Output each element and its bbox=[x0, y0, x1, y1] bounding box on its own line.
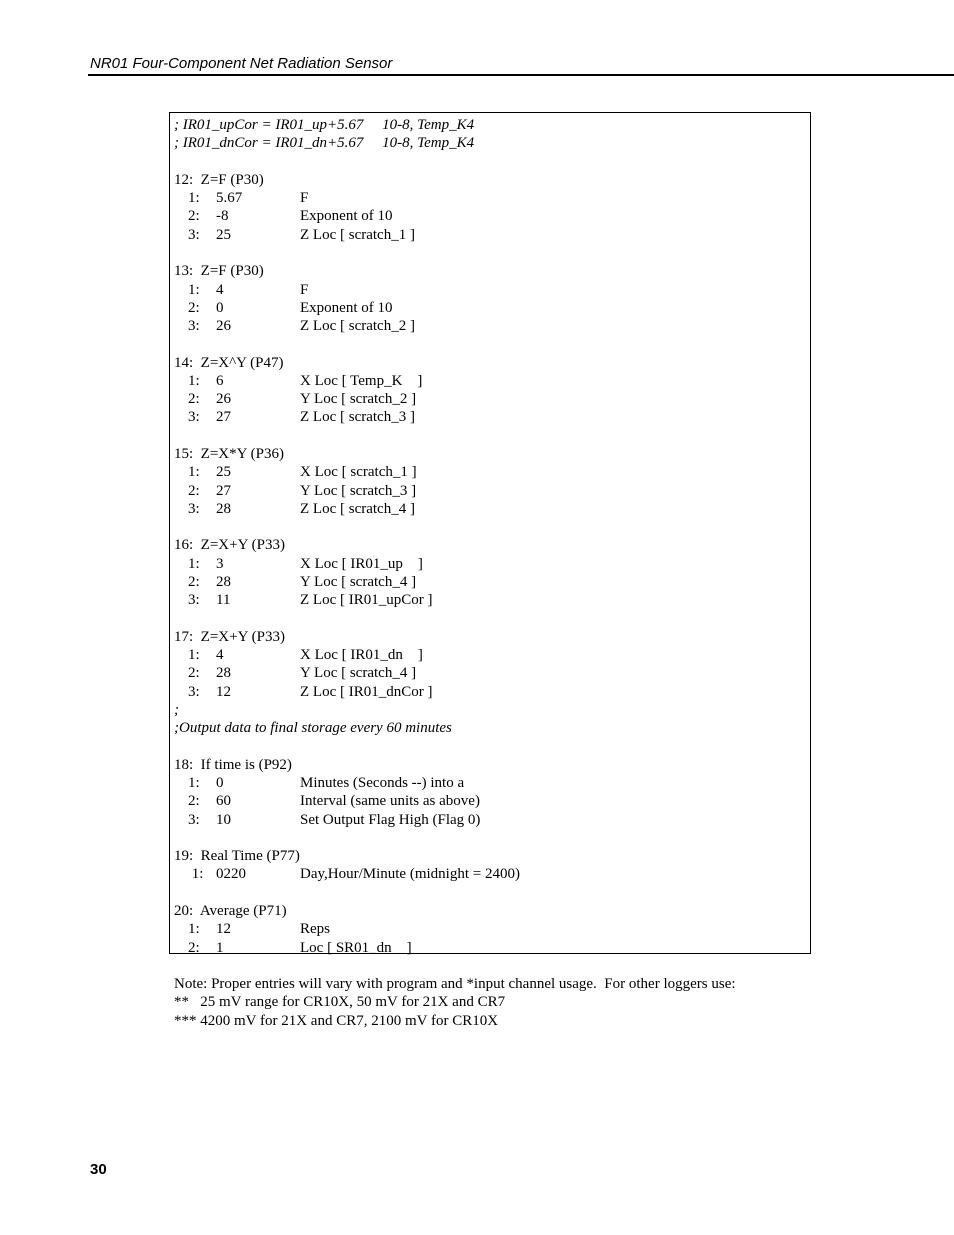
parameter-description: Z Loc [ scratch_1 ] bbox=[300, 226, 415, 243]
comment-text: ; bbox=[174, 701, 179, 718]
parameter-line bbox=[170, 664, 810, 682]
parameter-index: 2: bbox=[188, 208, 200, 225]
instruction-text: 14: Z=X^Y (P47) bbox=[174, 354, 284, 371]
running-header-title: NR01 Four-Component Net Radiation Sensor bbox=[90, 55, 393, 72]
parameter-description: Z Loc [ IR01_upCor ] bbox=[300, 592, 433, 609]
blank-line bbox=[170, 610, 810, 628]
parameter-description: Z Loc [ scratch_3 ] bbox=[300, 409, 415, 426]
parameter-line bbox=[170, 482, 810, 500]
parameter-value: 0220 bbox=[216, 866, 246, 883]
parameter-line bbox=[170, 463, 810, 481]
parameter-description: Loc [ SR01_dn ] bbox=[300, 939, 412, 956]
parameter-line bbox=[170, 500, 810, 518]
parameter-description: Set Output Flag High (Flag 0) bbox=[300, 811, 481, 828]
instruction-line bbox=[170, 445, 810, 463]
parameter-line bbox=[170, 792, 810, 810]
comment-line bbox=[170, 134, 810, 152]
blank-line bbox=[170, 884, 810, 902]
parameter-value: 0 bbox=[216, 299, 224, 316]
parameter-value: 4 bbox=[216, 647, 224, 664]
parameter-index: 1: bbox=[188, 555, 200, 572]
parameter-line bbox=[170, 573, 810, 591]
parameter-line bbox=[170, 591, 810, 609]
parameter-description: Exponent of 10 bbox=[300, 299, 393, 316]
parameter-value: 27 bbox=[216, 482, 231, 499]
page-number: 30 bbox=[90, 1161, 107, 1178]
parameter-index: 3: bbox=[188, 811, 200, 828]
footnote-line: Note: Proper entries will vary with program and *input channel usage. For other loggers use: bbox=[174, 976, 736, 992]
parameter-description: Exponent of 10 bbox=[300, 208, 393, 225]
instruction-text: 12: Z=F (P30) bbox=[174, 171, 264, 188]
parameter-index: 3: bbox=[188, 226, 200, 243]
parameter-index: 1: bbox=[188, 775, 200, 792]
instruction-line bbox=[170, 902, 810, 920]
parameter-value: 25 bbox=[216, 464, 231, 481]
parameter-index: 3: bbox=[188, 318, 200, 335]
parameter-value: 1 bbox=[216, 939, 224, 956]
parameter-value: 0 bbox=[216, 775, 224, 792]
parameter-index: 2: bbox=[188, 793, 200, 810]
instruction-text: 20: Average (P71) bbox=[174, 903, 287, 920]
parameter-value: 28 bbox=[216, 665, 231, 682]
parameter-description: Reps bbox=[300, 921, 330, 938]
parameter-description: Y Loc [ scratch_4 ] bbox=[300, 574, 417, 590]
parameter-index: 1: bbox=[188, 921, 200, 938]
instruction-line bbox=[170, 354, 810, 372]
parameter-index: 3: bbox=[188, 500, 200, 517]
parameter-index: 2: bbox=[188, 391, 200, 408]
parameter-index: 3: bbox=[188, 683, 200, 700]
parameter-index: 1: bbox=[188, 464, 200, 481]
parameter-line bbox=[170, 646, 810, 664]
parameter-line bbox=[170, 207, 810, 225]
parameter-line bbox=[170, 811, 810, 829]
parameter-description: Minutes (Seconds --) into a bbox=[300, 775, 465, 792]
parameter-index: 1: bbox=[188, 372, 200, 389]
parameter-description: F bbox=[300, 281, 309, 298]
footnote-line: ** 25 mV range for CR10X, 50 mV for 21X and CR7 bbox=[174, 994, 506, 1011]
parameter-description: Day,Hour/Minute (midnight = 2400) bbox=[300, 866, 520, 883]
instruction-line bbox=[170, 628, 810, 646]
instruction-text: 17: Z=X+Y (P33) bbox=[174, 628, 285, 645]
parameter-index: 2: bbox=[188, 482, 200, 499]
parameter-line bbox=[170, 683, 810, 701]
parameter-description: X Loc [ IR01_up ] bbox=[300, 555, 423, 572]
parameter-description: X Loc [ scratch_1 ] bbox=[300, 464, 417, 481]
parameter-value: 5.67 bbox=[216, 190, 243, 207]
instruction-line bbox=[170, 262, 810, 280]
instruction-text: 15: Z=X*Y (P36) bbox=[174, 446, 284, 463]
footnote-line: *** 4200 mV for 21X and CR7, 2100 mV for CR10X bbox=[174, 1012, 499, 1029]
parameter-index: 1: bbox=[188, 647, 200, 664]
parameter-line bbox=[170, 390, 810, 408]
parameter-index: 2: bbox=[188, 299, 200, 316]
parameter-value: 10 bbox=[216, 811, 231, 828]
parameter-description: X Loc [ Temp_K ] bbox=[300, 372, 423, 389]
blank-line bbox=[170, 335, 810, 353]
blank-line bbox=[170, 518, 810, 536]
parameter-index: 2: bbox=[188, 665, 200, 682]
parameter-line bbox=[170, 299, 810, 317]
parameter-line bbox=[170, 189, 810, 207]
comment-text: ;Output data to final storage every 60 minutes bbox=[174, 720, 452, 737]
parameter-line bbox=[170, 317, 810, 335]
parameter-description: Y Loc [ scratch_3 ] bbox=[300, 482, 417, 499]
parameter-description: Y Loc [ scratch_2 ] bbox=[300, 391, 417, 408]
footnote-block bbox=[174, 975, 736, 1030]
instruction-text: 16: Z=X+Y (P33) bbox=[174, 537, 285, 554]
parameter-value: 26 bbox=[216, 318, 231, 335]
parameter-line bbox=[170, 865, 810, 883]
parameter-index: 2: bbox=[188, 574, 200, 590]
blank-line bbox=[170, 738, 810, 756]
header-divider bbox=[88, 74, 954, 76]
instruction-line bbox=[170, 847, 810, 865]
blank-line bbox=[170, 153, 810, 171]
parameter-description: X Loc [ IR01_dn ] bbox=[300, 647, 423, 664]
parameter-index: 1: bbox=[188, 281, 200, 298]
parameter-line bbox=[170, 920, 810, 938]
parameter-line bbox=[170, 281, 810, 299]
parameter-value: 11 bbox=[216, 592, 231, 609]
instruction-text: 19: Real Time (P77) bbox=[174, 848, 300, 865]
parameter-value: 25 bbox=[216, 226, 231, 243]
parameter-value: 28 bbox=[216, 500, 231, 517]
parameter-description: F bbox=[300, 190, 309, 207]
instruction-line bbox=[170, 756, 810, 774]
comment-line bbox=[170, 719, 810, 737]
parameter-index: 1: bbox=[188, 866, 204, 883]
parameter-value: 12 bbox=[216, 683, 231, 700]
parameter-line bbox=[170, 774, 810, 792]
parameter-description: Z Loc [ IR01_dnCor ] bbox=[300, 683, 433, 700]
parameter-index: 3: bbox=[188, 409, 200, 426]
parameter-line bbox=[170, 555, 810, 573]
parameter-index: 1: bbox=[188, 190, 200, 207]
parameter-index: 2: bbox=[188, 939, 200, 956]
parameter-value: 27 bbox=[216, 409, 231, 426]
parameter-value: 26 bbox=[216, 391, 231, 408]
parameter-value: 60 bbox=[216, 793, 231, 810]
parameter-index: 3: bbox=[188, 592, 200, 609]
blank-line bbox=[170, 427, 810, 445]
parameter-value: 12 bbox=[216, 921, 231, 938]
parameter-line bbox=[170, 372, 810, 390]
instruction-text: 18: If time is (P92) bbox=[174, 756, 292, 773]
instruction-text: 13: Z=F (P30) bbox=[174, 263, 264, 280]
parameter-line bbox=[170, 226, 810, 244]
comment-text: ; IR01_upCor = IR01_up+5.67 10-8, Temp_K4 bbox=[174, 117, 475, 133]
comment-text: ; IR01_dnCor = IR01_dn+5.67 10-8, Temp_K4 bbox=[174, 135, 475, 152]
comment-line bbox=[170, 116, 810, 134]
parameter-value: 4 bbox=[216, 281, 224, 298]
blank-line bbox=[170, 829, 810, 847]
parameter-value: 6 bbox=[216, 372, 224, 389]
blank-line bbox=[170, 244, 810, 262]
comment-line bbox=[170, 701, 810, 719]
parameter-description: Y Loc [ scratch_4 ] bbox=[300, 665, 417, 682]
instruction-line bbox=[170, 536, 810, 554]
parameter-value: 3 bbox=[216, 555, 224, 572]
parameter-value: -8 bbox=[216, 208, 229, 225]
parameter-value: 28 bbox=[216, 574, 231, 590]
instruction-line bbox=[170, 171, 810, 189]
parameter-line bbox=[170, 939, 810, 957]
parameter-description: Z Loc [ scratch_4 ] bbox=[300, 500, 415, 517]
program-listing-box bbox=[169, 112, 811, 954]
parameter-description: Z Loc [ scratch_2 ] bbox=[300, 318, 415, 335]
parameter-line bbox=[170, 408, 810, 426]
parameter-description: Interval (same units as above) bbox=[300, 793, 480, 810]
